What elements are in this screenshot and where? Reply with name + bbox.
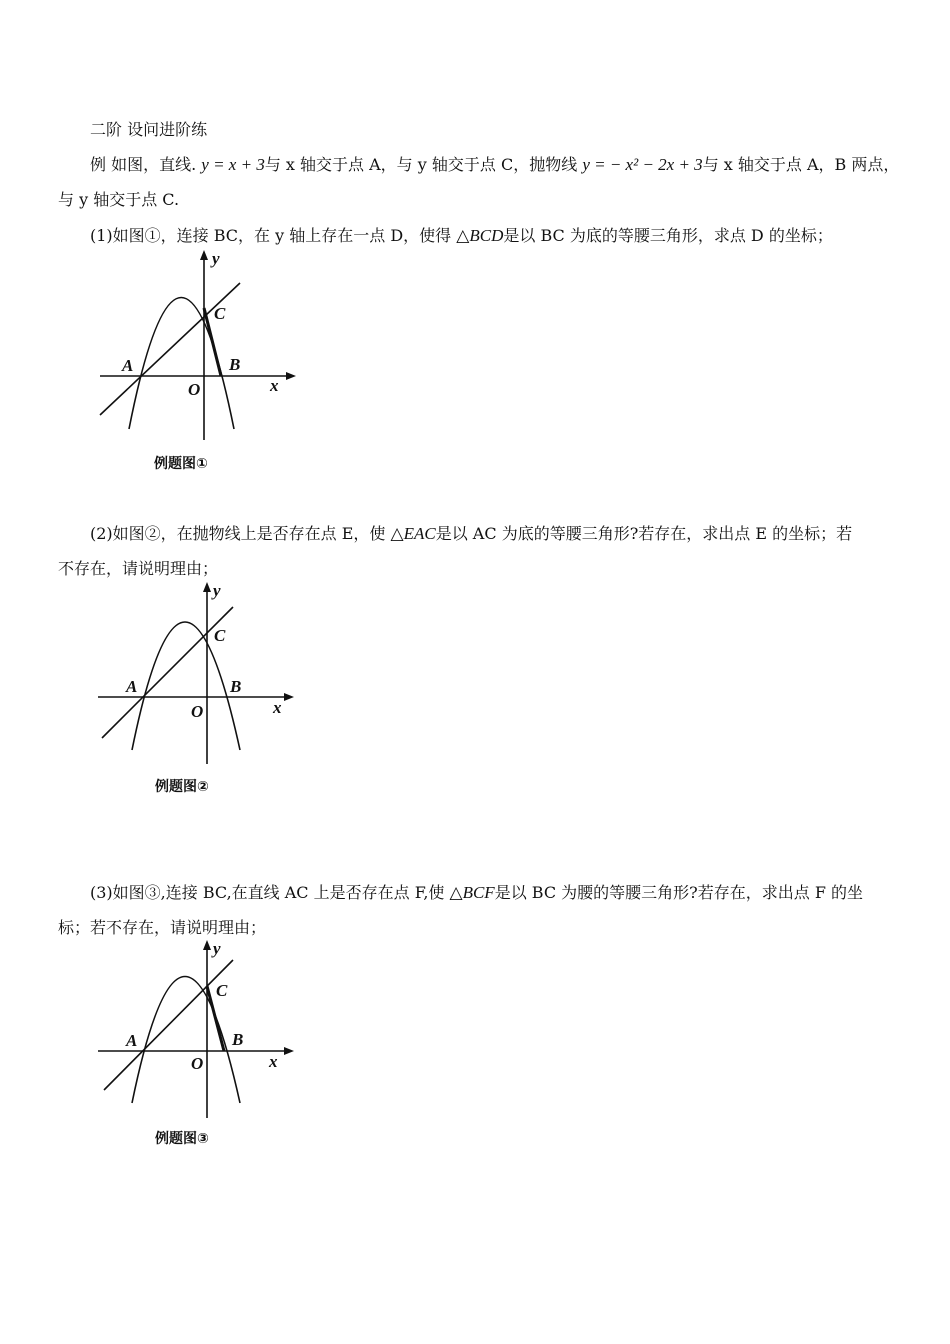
figure-3	[92, 938, 302, 1123]
question-3-text-a: (3)如图③,连接 BC,在直线 AC 上是否存在点 F,使	[90, 883, 445, 902]
example-line-2	[58, 190, 179, 210]
example-text-4: 与 y 轴交于点 C.	[58, 190, 180, 209]
parabola-equation: y = − x² − 2x + 3	[582, 155, 703, 174]
figure-2-graph	[92, 580, 302, 770]
question-2-text-b: 是以 AC 为底的等腰三角形?若存在，求出点 E 的坐标；若	[435, 524, 853, 543]
x-arrow-icon	[284, 1047, 294, 1055]
x-arrow-icon	[286, 372, 296, 380]
x-arrow-icon	[284, 693, 294, 701]
figure-2-caption: 例题图②	[155, 779, 209, 795]
question-3-text-c: 标；若不存在，请说明理由；	[58, 918, 267, 937]
figure-3-caption: 例题图③	[155, 1131, 209, 1147]
line-ac	[104, 960, 233, 1090]
y-arrow-icon	[203, 940, 211, 950]
label-y: y	[212, 249, 220, 268]
y-arrow-icon	[203, 582, 211, 592]
triangle-bcf: △BCF	[449, 883, 495, 902]
question-3-text-b: 是以 BC 为腰的等腰三角形?若存在，求出点 F 的坐	[494, 883, 864, 902]
section-heading	[90, 120, 207, 140]
label-o: O	[188, 380, 201, 399]
line-equation: y = x + 3	[201, 155, 265, 174]
question-1-text-b: 是以 BC 为底的等腰三角形，求点 D 的坐标；	[503, 226, 833, 245]
question-2-text-a: (2)如图②，在抛物线上是否存在点 E，使	[90, 524, 386, 543]
label-x: x	[273, 698, 282, 717]
label-x: x	[270, 376, 279, 395]
question-1	[90, 226, 833, 246]
question-2-line-2	[58, 559, 218, 579]
example-text-3: 与 x 轴交于点 A，B 两点，	[702, 155, 900, 174]
figure-2	[92, 580, 302, 770]
figure-3-graph	[92, 938, 302, 1123]
example-intro: 例 如图，直线.	[90, 155, 197, 174]
section-heading-text: 二阶 设问进阶练	[90, 120, 208, 139]
figure-1-graph	[92, 248, 302, 448]
label-b: B	[229, 355, 241, 374]
question-3-line-1	[90, 883, 863, 903]
label-a: A	[126, 677, 138, 696]
triangle-eac: △EAC	[390, 524, 436, 543]
example-line-1	[90, 155, 899, 175]
label-a: A	[122, 356, 134, 375]
label-c: C	[216, 981, 228, 1000]
figure-1-caption: 例题图①	[154, 456, 208, 472]
label-c: C	[214, 304, 226, 323]
label-o: O	[191, 1054, 204, 1073]
question-1-text-a: (1)如图①，连接 BC，在 y 轴上存在一点 D，使得	[90, 226, 452, 245]
figure-1	[92, 248, 302, 448]
label-b: B	[232, 1030, 244, 1049]
triangle-bcd: △BCD	[456, 226, 504, 245]
label-c: C	[214, 626, 226, 645]
question-2-line-1	[90, 524, 852, 544]
y-arrow-icon	[200, 250, 208, 260]
label-o: O	[191, 702, 204, 721]
example-text-2: 与 x 轴交于点 A，与 y 轴交于点 C，抛物线	[264, 155, 578, 174]
label-y: y	[213, 581, 221, 600]
label-b: B	[230, 677, 242, 696]
label-y: y	[213, 939, 221, 958]
question-3-line-2	[58, 918, 266, 938]
label-a: A	[126, 1031, 138, 1050]
question-2-text-c: 不存在，请说明理由；	[58, 559, 219, 578]
label-x: x	[269, 1052, 278, 1071]
